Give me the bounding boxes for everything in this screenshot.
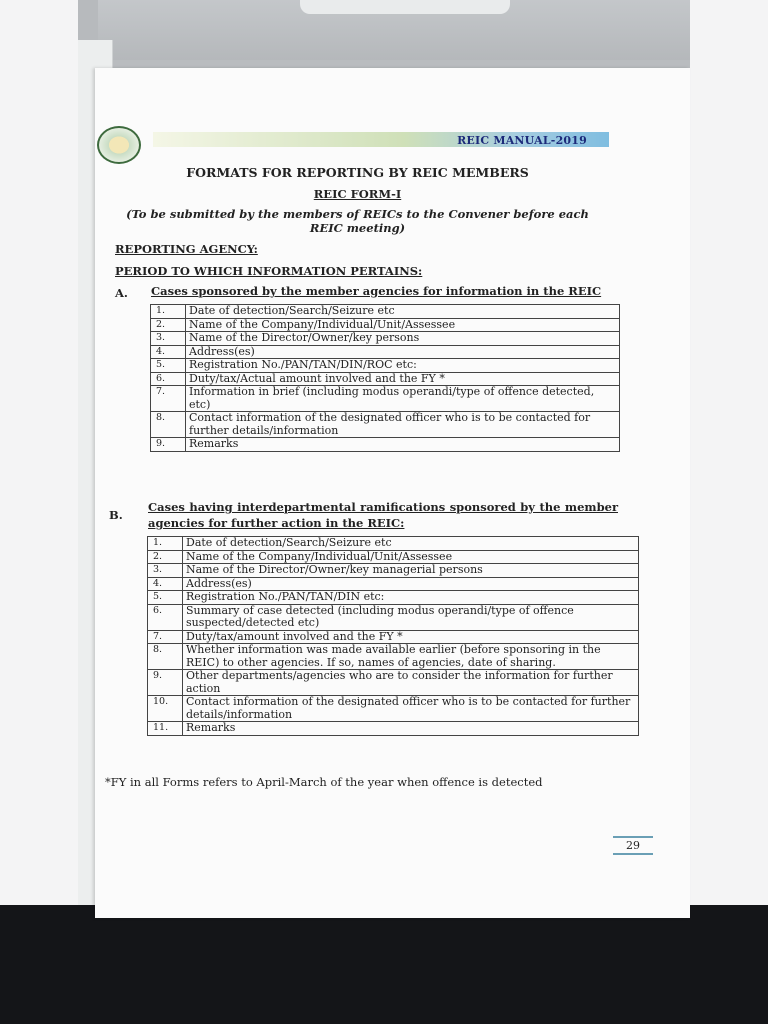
section-a-letter: A. <box>115 286 128 300</box>
row-number: 2. <box>151 318 186 332</box>
row-number: 5. <box>151 359 186 373</box>
row-number: 4. <box>151 345 186 359</box>
row-number: 5. <box>148 591 183 605</box>
emblem-logo <box>97 126 141 164</box>
row-text: Whether information was made available earlier (before sponsoring in the REIC) to other agencies. If so, names of agencies, date of sharing. <box>183 644 639 670</box>
table-row <box>148 696 639 722</box>
photo-margin-left <box>0 0 78 1024</box>
footnote: *FY in all Forms refers to April-March of the year when offence is detected <box>105 775 543 789</box>
row-text: Summary of case detected (including modus operandi/type of offence suspected/detected etc) <box>183 604 639 630</box>
section-b-letter: B. <box>109 508 123 522</box>
table-row <box>148 591 639 605</box>
form-heading: FORMATS FOR REPORTING BY REIC MEMBERS <box>186 165 529 180</box>
row-text: Duty/tax/amount involved and the FY * <box>183 630 639 644</box>
row-number: 7. <box>148 630 183 644</box>
row-text: Registration No./PAN/TAN/DIN etc: <box>183 591 639 605</box>
table-row <box>151 332 620 346</box>
row-text: Name of the Director/Owner/key persons <box>186 332 620 346</box>
manual-title: REIC MANUAL-2019 <box>457 134 587 147</box>
section-b-title: Cases having interdepartmental ramifications sponsored by the member agencies for further action in the REIC: <box>148 500 618 530</box>
row-number: 6. <box>151 372 186 386</box>
table-row <box>151 412 620 438</box>
row-text: Name of the Director/Owner/key managerial persons <box>183 564 639 578</box>
row-number: 1. <box>148 537 183 551</box>
table-row <box>151 345 620 359</box>
row-text: Contact information of the designated officer who is to be contacted for further details/information <box>186 412 620 438</box>
page-number: 29 <box>613 836 653 855</box>
row-number: 3. <box>151 332 186 346</box>
photo-margin-right <box>690 0 768 1024</box>
row-text: Name of the Company/Individual/Unit/Assessee <box>186 318 620 332</box>
form-note: (To be submitted by the members of REICs to the Convener before each REIC meeting) <box>126 207 589 235</box>
row-number: 1. <box>151 305 186 319</box>
row-number: 2. <box>148 550 183 564</box>
row-text: Duty/tax/Actual amount involved and the FY * <box>186 372 620 386</box>
row-text: Remarks <box>183 722 639 736</box>
section-a-table <box>150 304 620 452</box>
table-row <box>151 372 620 386</box>
dark-surface <box>0 905 768 1024</box>
table-row <box>148 630 639 644</box>
row-number: 11. <box>148 722 183 736</box>
row-number: 9. <box>151 438 186 452</box>
row-text: Name of the Company/Individual/Unit/Assessee <box>183 550 639 564</box>
row-text: Remarks <box>186 438 620 452</box>
row-text: Registration No./PAN/TAN/DIN/ROC etc: <box>186 359 620 373</box>
document-page <box>95 68 690 918</box>
row-number: 8. <box>148 644 183 670</box>
row-text: Contact information of the designated officer who is to be contacted for further details/information <box>183 696 639 722</box>
table-row <box>148 644 639 670</box>
row-text: Date of detection/Search/Seizure etc <box>186 305 620 319</box>
background-paper-edge <box>300 0 510 14</box>
table-row <box>151 318 620 332</box>
table-row <box>151 438 620 452</box>
table-row <box>151 386 620 412</box>
section-b-table <box>147 536 639 736</box>
table-row <box>148 722 639 736</box>
table-row <box>148 537 639 551</box>
row-text: Date of detection/Search/Seizure etc <box>183 537 639 551</box>
row-number: 7. <box>151 386 186 412</box>
row-text: Information in brief (including modus operandi/type of offence detected, etc) <box>186 386 620 412</box>
period-label: PERIOD TO WHICH INFORMATION PERTAINS: <box>115 264 423 278</box>
row-text: Address(es) <box>186 345 620 359</box>
row-number: 9. <box>148 670 183 696</box>
row-number: 10. <box>148 696 183 722</box>
table-row <box>148 604 639 630</box>
row-number: 8. <box>151 412 186 438</box>
table-row <box>151 359 620 373</box>
form-subheading: REIC FORM-I <box>313 187 402 201</box>
row-text: Other departments/agencies who are to consider the information for further action <box>183 670 639 696</box>
table-row <box>148 670 639 696</box>
table-row <box>148 550 639 564</box>
row-number: 3. <box>148 564 183 578</box>
row-number: 6. <box>148 604 183 630</box>
table-row <box>148 577 639 591</box>
table-row <box>148 564 639 578</box>
table-row <box>151 305 620 319</box>
reporting-agency-label: REPORTING AGENCY: <box>115 242 258 256</box>
row-number: 4. <box>148 577 183 591</box>
section-a-title: Cases sponsored by the member agencies for information in the REIC <box>151 284 602 298</box>
row-text: Address(es) <box>183 577 639 591</box>
